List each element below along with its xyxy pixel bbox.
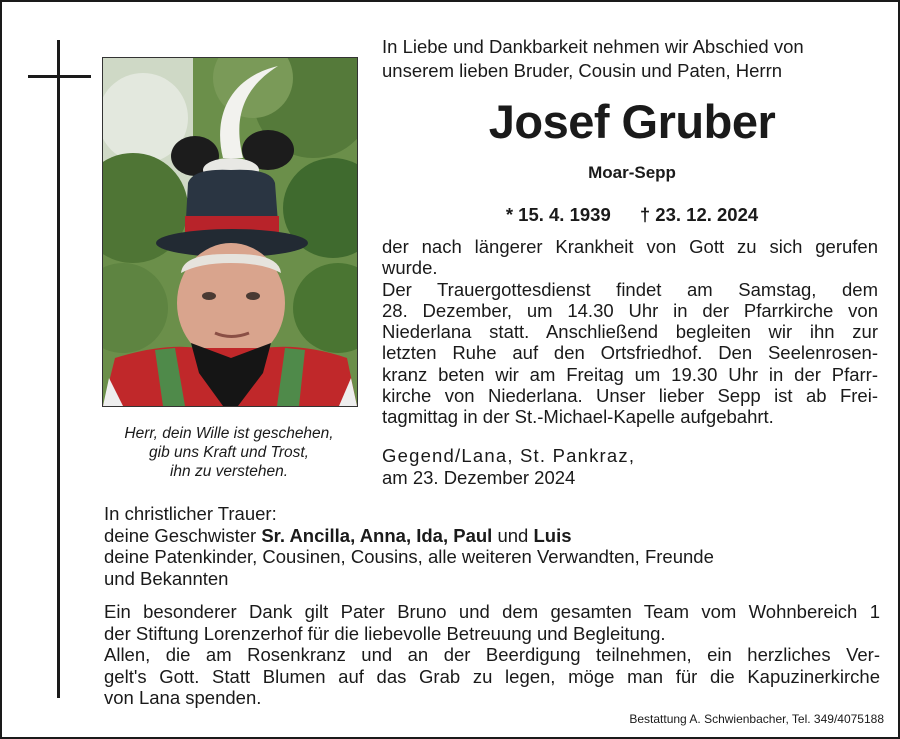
funeral-home-credit: Bestattung A. Schwienbacher, Tel. 349/4075188 xyxy=(629,712,884,726)
mourners-heading: In christlicher Trauer: xyxy=(104,503,277,524)
siblings-names: Sr. Ancilla, Anna, Ida, Paul xyxy=(261,524,493,546)
body-line: letzten Ruhe auf den Ortsfriedhof. Den Seelenrosen- xyxy=(382,342,878,364)
birth-date: * 15. 4. 1939 xyxy=(505,204,611,225)
portrait-photo xyxy=(102,57,358,407)
body-line: kirche von Niederlana. Unser lieber Sepp ist ab Frei- xyxy=(382,385,878,407)
thanks-line: von Lana spenden. xyxy=(104,687,262,709)
siblings-and: und xyxy=(497,524,529,546)
intro-text xyxy=(382,35,882,83)
mourners-others: deine Patenkinder, Cousinen, Cousins, alle weiteren Verwandten, Freunde xyxy=(104,546,714,567)
thanks-text xyxy=(104,601,880,709)
mourners-list xyxy=(104,503,884,589)
thanks-line: Ein besonderer Dank gilt Pater Bruno und dem gesamten Team vom Wohnbereich 1 xyxy=(104,601,880,622)
cross-horizontal-beam xyxy=(28,75,91,78)
mourners-others: und Bekannten xyxy=(104,567,229,589)
intro-line: unserem lieben Bruder, Cousin und Paten, Herrn xyxy=(382,60,783,81)
announcement-body xyxy=(382,236,878,428)
body-line: der nach längerer Krankheit von Gott zu sich gerufen xyxy=(382,236,878,257)
thanks-line: Allen, die am Rosenkranz und an der Beerdigung teilnehmen, ein herzliches Ver- xyxy=(104,644,880,666)
place-and-date xyxy=(382,445,882,489)
photo-caption xyxy=(102,424,356,481)
place-date: am 23. Dezember 2024 xyxy=(382,467,576,488)
death-date: † 23. 12. 2024 xyxy=(639,204,759,225)
deceased-name: Josef Gruber xyxy=(488,95,776,148)
thanks-line: gelt's Gott. Statt Blumen auf das Grab zu legen, möge man für die Kapuzinerkirche xyxy=(104,665,880,687)
body-line: Der Trauergottesdienst findet am Samstag, dem xyxy=(382,278,878,300)
cross-vertical-beam xyxy=(57,40,60,698)
caption-line: ihn zu verstehen. xyxy=(169,463,289,480)
caption-line: Herr, dein Wille ist geschehen, xyxy=(124,425,334,442)
caption-line: gib uns Kraft und Trost, xyxy=(149,444,309,461)
body-line: tagmittag in der St.-Michael-Kapelle aufgebahrt. xyxy=(382,406,774,428)
siblings-prefix: deine Geschwister xyxy=(104,524,257,546)
body-line: 28. Dezember, um 14.30 Uhr in der Pfarrkirche von xyxy=(382,299,878,321)
life-dates xyxy=(382,203,882,227)
body-line: kranz beten wir am Freitag um 19.30 Uhr in der Pfarr- xyxy=(382,363,878,385)
body-line: Niederlana statt. Anschließend begleiten wir ihn zur xyxy=(382,321,878,343)
nickname: Moar-Sepp xyxy=(588,163,676,182)
place-location: Gegend/Lana, St. Pankraz, xyxy=(382,445,636,466)
siblings-last: Luis xyxy=(533,524,572,546)
intro-line: In Liebe und Dankbarkeit nehmen wir Abschied von xyxy=(382,36,804,57)
mourners-siblings xyxy=(104,525,884,547)
thanks-line: der Stiftung Lorenzerhof für die liebevolle Betreuung und Begleitung. xyxy=(104,622,666,644)
body-line: wurde. xyxy=(382,257,438,279)
